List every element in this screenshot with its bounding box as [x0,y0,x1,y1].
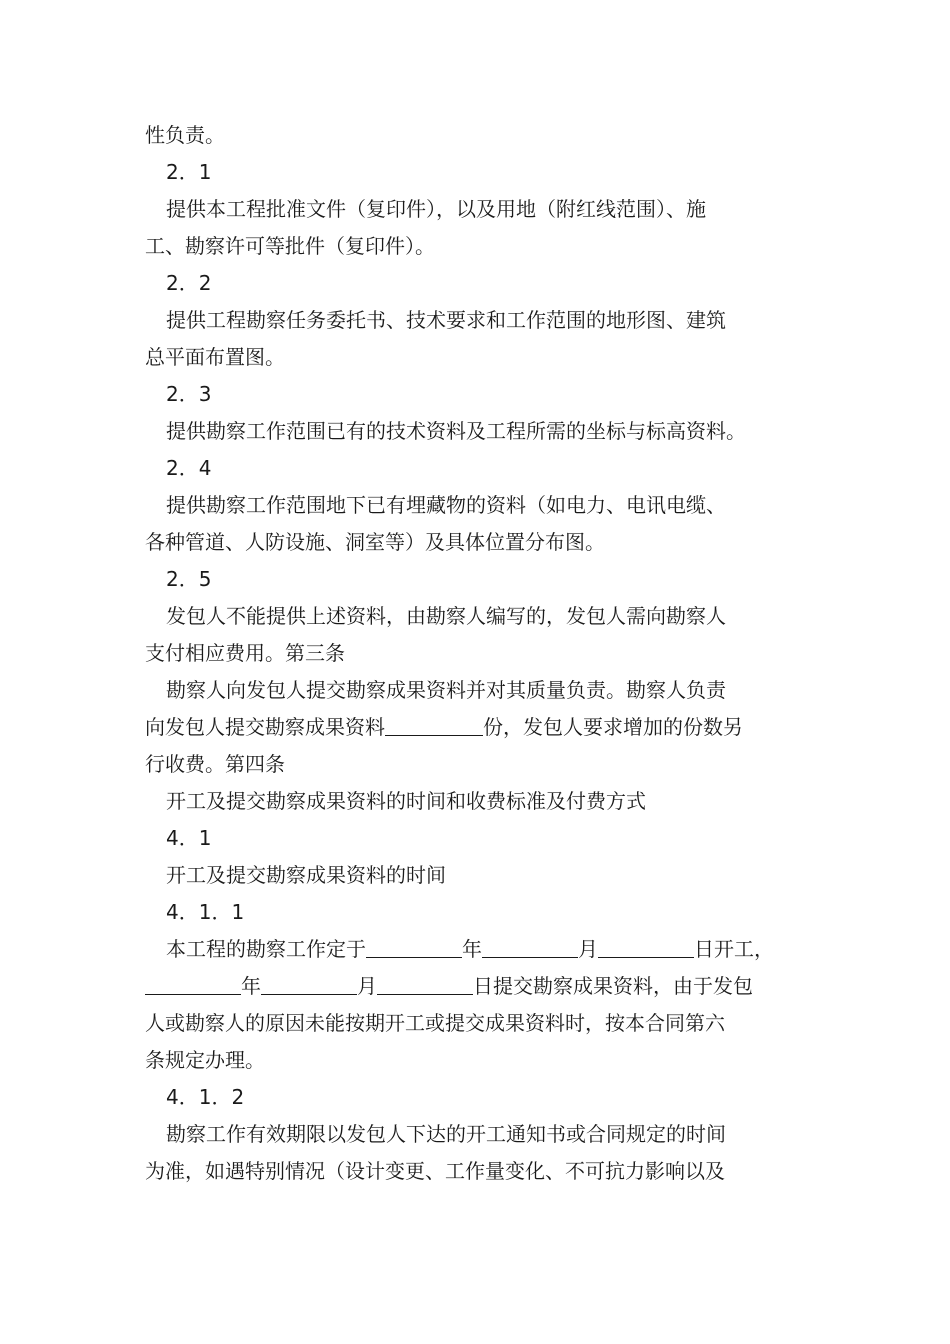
fill-in-blank-copies[interactable] [385,711,483,736]
text-segment: 年 [462,937,482,961]
fill-in-blank-start-year[interactable] [366,933,462,958]
clause-number: 4．1 [166,826,212,850]
fill-in-blank-submit-day[interactable] [377,970,473,995]
text-line: 条规定办理。 [145,1048,265,1072]
text-line: 开工及提交勘察成果资料的时间和收费标准及付费方式 [166,789,646,813]
text-line: 支付相应费用。第三条 [145,641,345,665]
text-line [145,968,810,1005]
text-line [145,709,810,746]
text-segment: 份，发包人要求增加的份数另 [483,715,743,739]
text-line: 提供勘察工作范围地下已有埋藏物的资料（如电力、电讯电缆、 [166,493,726,517]
fill-in-blank-start-month[interactable] [482,933,578,958]
clause-number: 4．1．1 [166,900,245,924]
text-segment: 月 [357,974,377,998]
fill-in-blank-submit-year[interactable] [145,970,241,995]
document-page [145,117,810,1190]
clause-number: 4．1．2 [166,1085,245,1109]
text-line: 提供工程勘察任务委托书、技术要求和工作范围的地形图、建筑 [166,308,726,332]
text-line: 人或勘察人的原因未能按期开工或提交成果资料时，按本合同第六 [145,1011,725,1035]
text-segment: 本工程的勘察工作定于 [166,937,366,961]
text-line: 工、勘察许可等批件（复印件）。 [145,234,435,258]
text-line: 勘察工作有效期限以发包人下达的开工通知书或合同规定的时间 [166,1122,726,1146]
clause-number: 2．3 [166,382,212,406]
text-line: 总平面布置图。 [145,345,285,369]
text-line [145,931,810,968]
text-segment: 日开工， [694,937,774,961]
text-segment: 年 [241,974,261,998]
text-line: 发包人不能提供上述资料，由勘察人编写的，发包人需向勘察人 [166,604,726,628]
text-line: 行收费。第四条 [145,752,285,776]
clause-number: 2．1 [166,160,212,184]
text-line: 各种管道、人防设施、洞室等）及具体位置分布图。 [145,530,605,554]
text-segment: 月 [578,937,598,961]
text-line: 勘察人向发包人提交勘察成果资料并对其质量负责。勘察人负责 [166,678,726,702]
fill-in-blank-submit-month[interactable] [261,970,357,995]
text-segment: 日提交勘察成果资料，由于发包 [473,974,753,998]
text-line: 性负责。 [145,123,225,147]
text-line: 提供勘察工作范围已有的技术资料及工程所需的坐标与标高资料。 [166,419,746,443]
clause-number: 2．5 [166,567,212,591]
clause-number: 2．2 [166,271,212,295]
text-line: 为准，如遇特别情况（设计变更、工作量变化、不可抗力影响以及 [145,1159,725,1183]
fill-in-blank-start-day[interactable] [598,933,694,958]
text-segment: 向发包人提交勘察成果资料 [145,715,385,739]
clause-number: 2．4 [166,456,212,480]
text-line: 提供本工程批准文件（复印件），以及用地（附红线范围）、施 [166,197,706,221]
text-line: 开工及提交勘察成果资料的时间 [166,863,446,887]
